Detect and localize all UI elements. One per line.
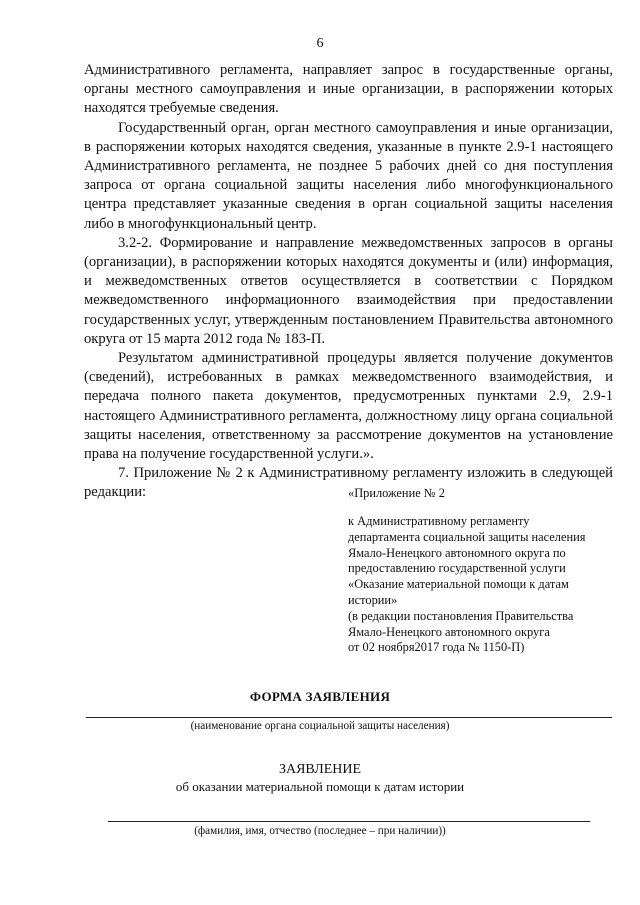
- paragraph-continuation: Административного регламента, направляет запрос в государственные органы, органы местного самоуправления и иные организации, в распоряжении которых находятся требуемые сведения.: [84, 62, 613, 117]
- body-text: [84, 61, 613, 503]
- appendix-line: к Административному регламенту: [348, 514, 530, 528]
- page-number: 6: [316, 36, 324, 51]
- appendix-line: от 02 ноября2017 года № 1150-П): [348, 640, 525, 655]
- paragraph-interagency-requests: 3.2-2. Формирование и направление межведомственных запросов в органы (организации), в распоряжении которых находятся документы и (или) информация, и межведомственных ответов осуществляется в соответствии с Порядком межведомственного информационного взаимодействия при предоставлении государственных услуг, утвержденным постановлением Правительства автономного округа от 15 марта 2012 года № 183-П.: [84, 234, 613, 347]
- appendix-line: истории»: [348, 592, 398, 607]
- applicant-name-line: [108, 821, 590, 822]
- paragraph-amendment-item-7: 7. Приложение № 2 к Административному регламенту изложить в следующей редакции:: [84, 465, 613, 501]
- form-title: ФОРМА ЗАЯВЛЕНИЯ: [249, 689, 391, 704]
- appendix-line: Ямало-Ненецкого автономного округа: [348, 624, 550, 639]
- paragraph-response-terms: Государственный орган, орган местного самоуправления и иные организации, в распоряжении которых находятся сведения, указанные в пункте 2.9-1 настоящего Административного регламента, не позднее 5 рабочих дней со дня поступления запроса от органа социальной защиты населения либо многофункционального центра представляет указанные сведения в орган социальной защиты населения либо в многофункциональный центр.: [84, 119, 613, 232]
- authority-name-caption: (наименование органа социальной защиты населения): [190, 720, 450, 732]
- appendix-line: Ямало-Ненецкого автономного округа по: [348, 545, 566, 560]
- statement-title: ЗАЯВЛЕНИЕ: [278, 762, 362, 777]
- appendix-line: предоставлению государственной услуги: [348, 561, 566, 576]
- appendix-details: [348, 514, 618, 656]
- appendix-line: «Оказание материальной помощи к датам: [348, 577, 569, 592]
- paragraph-procedure-result: Результатом административной процедуры является получение документов (сведений), истребованных в рамках межведомственного взаимодействия, и передача полного пакета документов, предусмотренных пунктами 2.9, 2.9-1 настоящего Административного регламента, должностному лицу органа социальной защиты населения, ответственному за рассмотрение документов на установление права на получение государственной услуги.».: [84, 350, 613, 463]
- appendix-heading: «Приложение № 2: [348, 486, 445, 500]
- applicant-name-caption: (фамилия, имя, отчество (последнее – при наличии)): [194, 825, 446, 837]
- authority-name-line: [86, 717, 612, 718]
- statement-subtitle: об оказании материальной помощи к датам истории: [175, 779, 465, 794]
- appendix-line: департамента социальной защиты населения: [348, 529, 586, 544]
- appendix-line: (в редакции постановления Правительства: [348, 608, 574, 623]
